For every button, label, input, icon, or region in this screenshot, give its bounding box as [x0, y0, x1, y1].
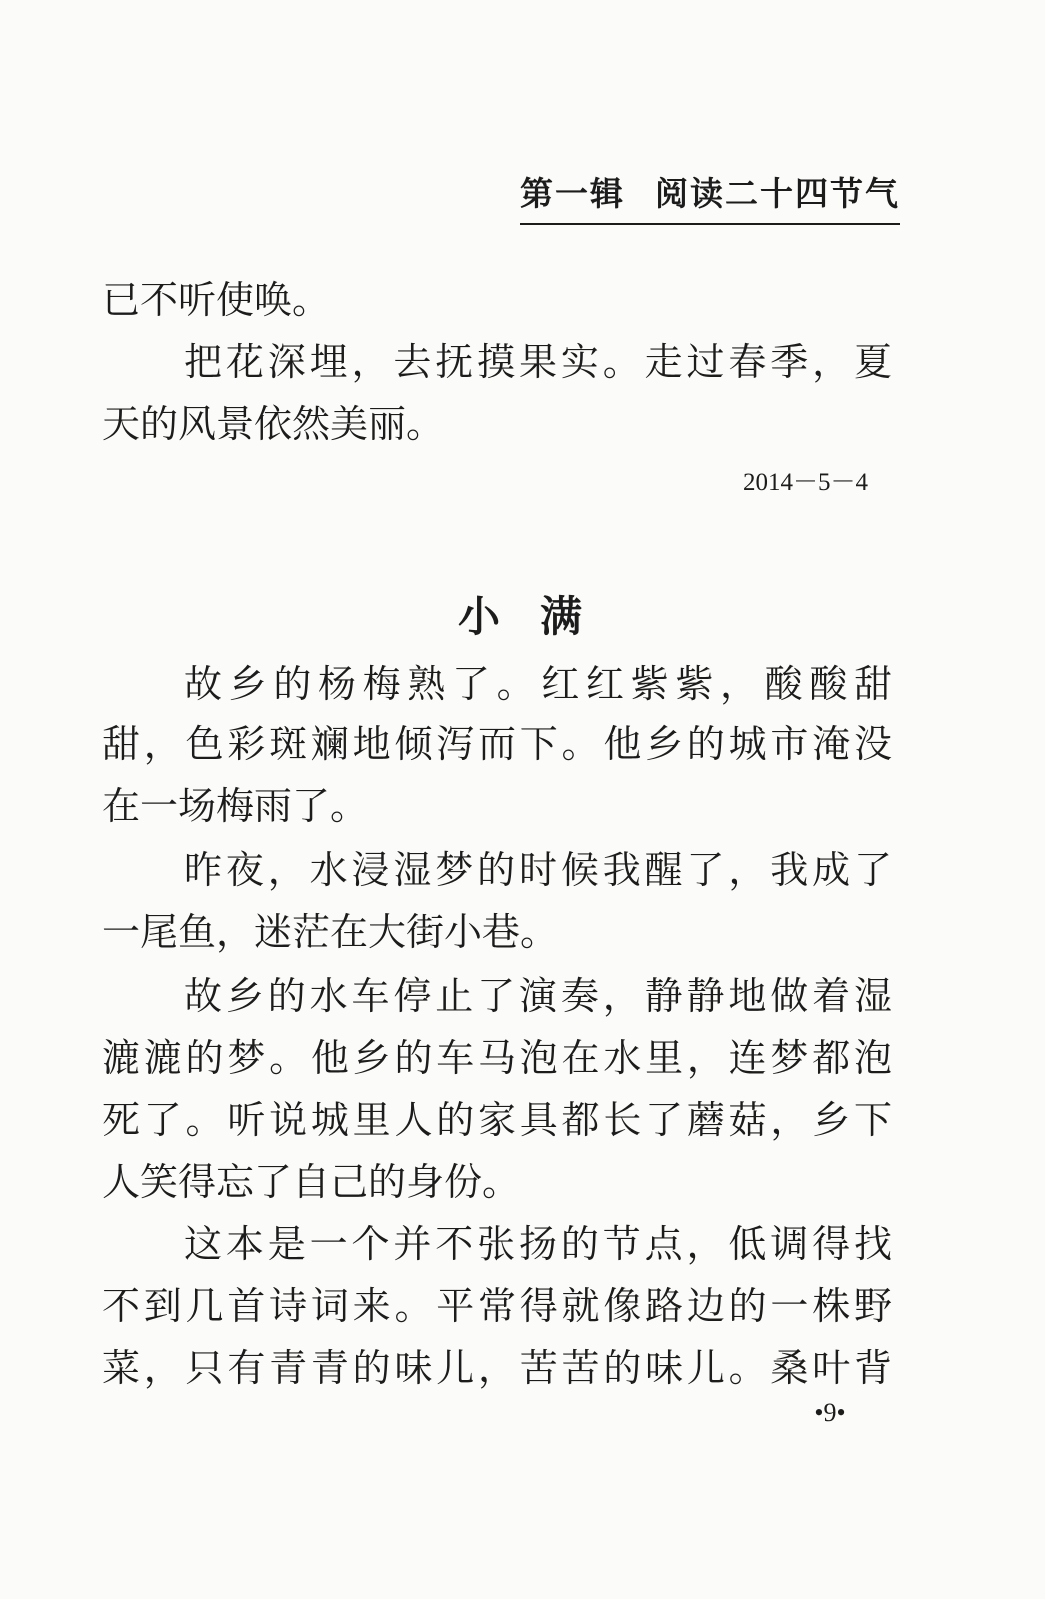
text-line: 一尾鱼，迷茫在大街小巷。 [102, 910, 559, 954]
running-header [520, 168, 900, 225]
text-line: 把花深埋，去抚摸果实。走过春季，夏 [184, 340, 892, 384]
header-section: 阅读二十四节气 [655, 174, 900, 213]
text-line: 在一场梅雨了。 [102, 784, 369, 828]
text-line: 人笑得忘了自己的身份。 [102, 1160, 521, 1204]
text-line: 已不听使唤。 [102, 278, 331, 322]
text-line: 甜，色彩斑斓地倾泻而下。他乡的城市淹没 [102, 722, 892, 766]
text-line: 漉漉的梦。他乡的车马泡在水里，连梦都泡 [102, 1036, 892, 1080]
page-number: •9• [814, 1398, 846, 1427]
text-line: 这本是一个并不张扬的节点，低调得找 [184, 1222, 892, 1266]
text-line: 天的风景依然美丽。 [102, 402, 445, 446]
text-line: 故乡的水车停止了演奏，静静地做着湿 [184, 974, 892, 1018]
header-part: 第一辑 [520, 174, 625, 213]
text-line: 昨夜，水浸湿梦的时候我醒了，我成了 [184, 848, 892, 892]
text-line: 故乡的杨梅熟了。红红紫紫，酸酸甜 [184, 662, 892, 706]
text-line: 菜，只有青青的味儿，苦苦的味儿。桑叶背 [102, 1346, 892, 1390]
essay-title: 小满 [457, 592, 622, 641]
text-line: 死了。听说城里人的家具都长了蘑菇，乡下 [102, 1098, 892, 1142]
text-line: 不到几首诗词来。平常得就像路边的一株野 [102, 1284, 892, 1328]
essay-date: 2014－5－4 [742, 469, 868, 496]
